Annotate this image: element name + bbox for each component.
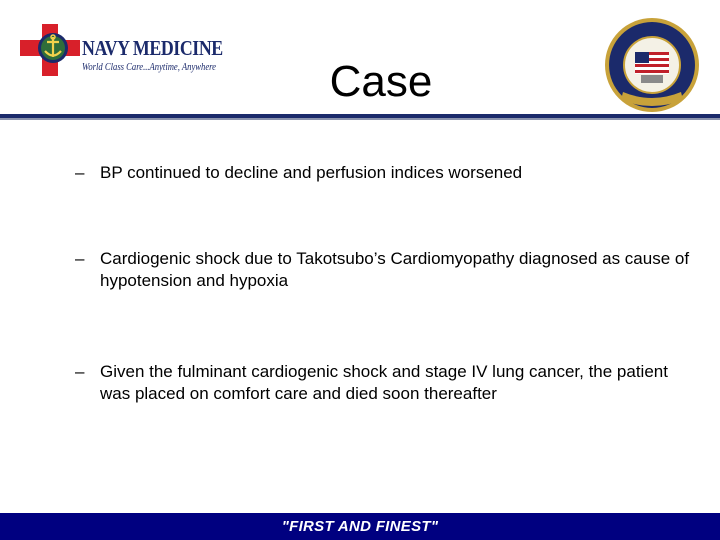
bullet-dash: – <box>75 249 85 268</box>
bullet-text: BP continued to decline and perfusion indices worsened <box>100 163 523 182</box>
bullet-dash: – <box>75 362 85 381</box>
bullet-text: Cardiogenic shock due to Takotsubo’s Cardiomyopathy diagnosed as cause of hypotension and hypoxia <box>100 249 690 290</box>
red-cross-anchor-icon <box>20 20 82 82</box>
bullet-text: Given the fulminant cardiogenic shock and stage IV lung cancer, the patient was placed on comfort care and died soon thereafter <box>100 362 668 403</box>
bullet-item <box>75 361 700 405</box>
bullet-item <box>75 248 700 292</box>
navy-medicine-logo <box>20 20 223 82</box>
title-divider <box>0 114 720 120</box>
logo-tagline: World Class Care...Anytime, Anywhere <box>82 62 217 73</box>
footer-bar <box>0 513 720 540</box>
logo-name: NAVY MEDICINE <box>82 36 223 60</box>
seal-emblem-icon <box>603 16 701 114</box>
footer-motto: "FIRST AND FINEST" <box>281 518 439 535</box>
naval-medical-center-seal <box>603 16 701 114</box>
bullet-dash: – <box>75 163 85 182</box>
bullet-item <box>75 162 700 184</box>
slide-title: Case <box>329 57 433 106</box>
